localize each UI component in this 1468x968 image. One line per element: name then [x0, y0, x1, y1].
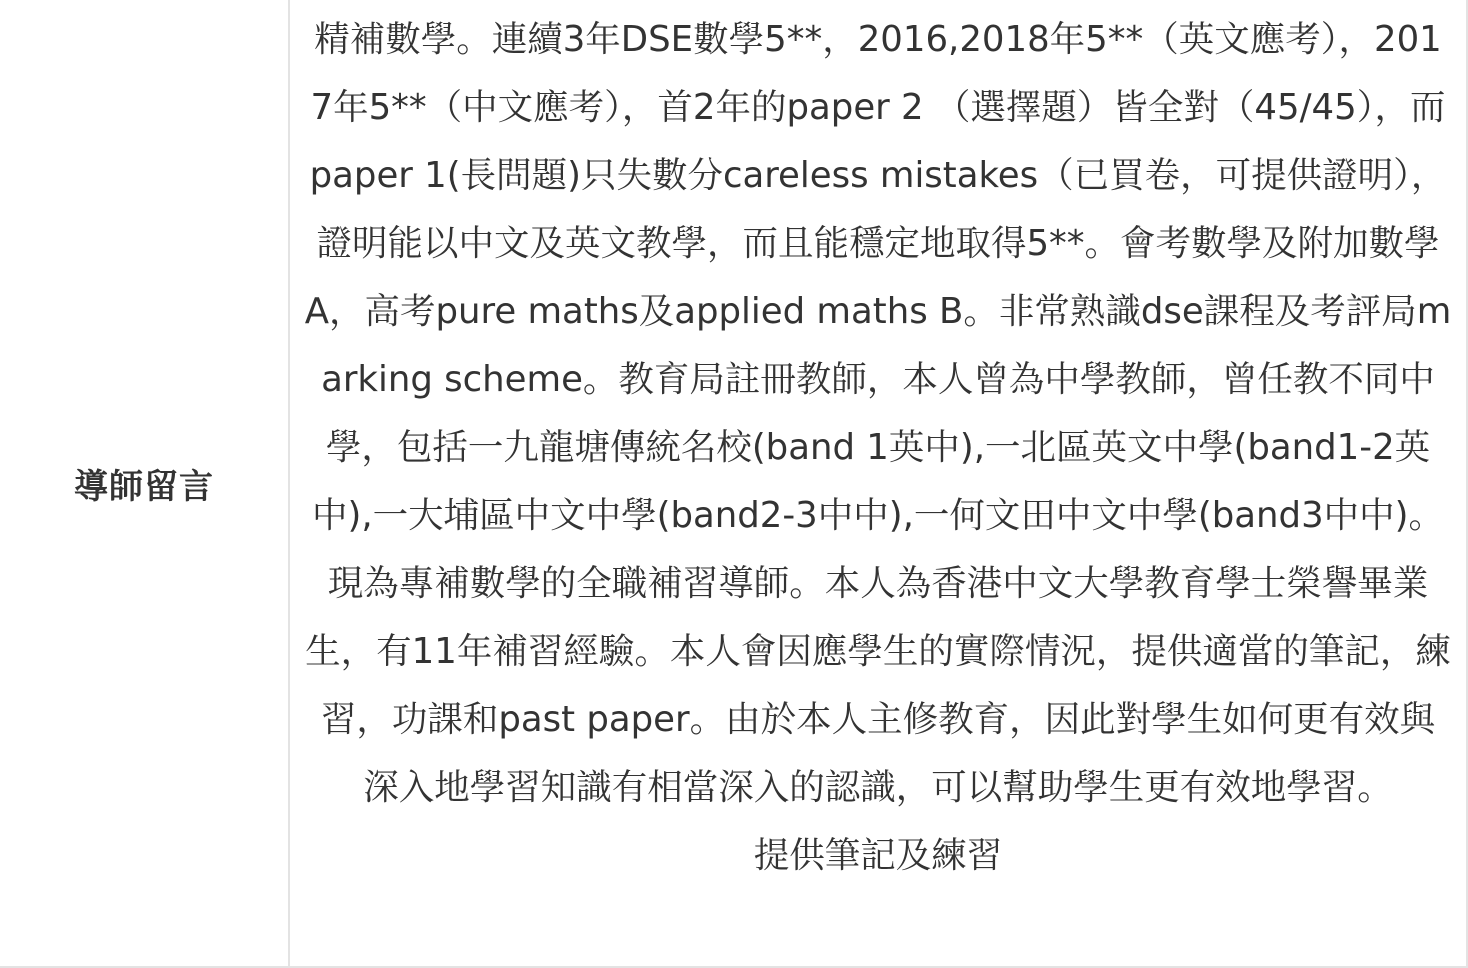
- tutor-message-text: 精補數學。連續3年DSE數學5**，2016,2018年5**（英文應考），2017年5**（中文應考），首2年的paper 2 （選擇題）皆全對（45/45），而paper 1(長問題)只失數分careless mistakes（已買卷，可提供證明），證明能以中文及英文教學，而且能穩定地取得5**。會考數學及附加數學A，高考pure maths及applied maths B。非常熟識dse課程及考評局marking scheme。教育局註冊教師，本人曾為中學教師，曾任教不同中學，包括一九龍塘傳統名校(band 1英中),一北區英文中學(band1-2英中),一大埔區中文中學(band2-3中中),一何文田中文中學(band3中中)。現為專補數學的全職補習導師。本人為香港中文大學教育學士榮譽畢業生，有11年補習經驗。本人會因應學生的實際情況，提供適當的筆記，練習，功課和past paper。由於本人主修教育，因此對學生如何更有效與深入地學習知識有相當深入的認識，可以幫助學生更有效地學習。: [304, 19, 1452, 808]
- notes-provided-text: 提供筆記及練習: [753, 835, 1003, 876]
- value-cell: [290, 0, 1466, 966]
- label-cell: [0, 0, 290, 966]
- tutor-message-label: 導師留言: [74, 466, 214, 507]
